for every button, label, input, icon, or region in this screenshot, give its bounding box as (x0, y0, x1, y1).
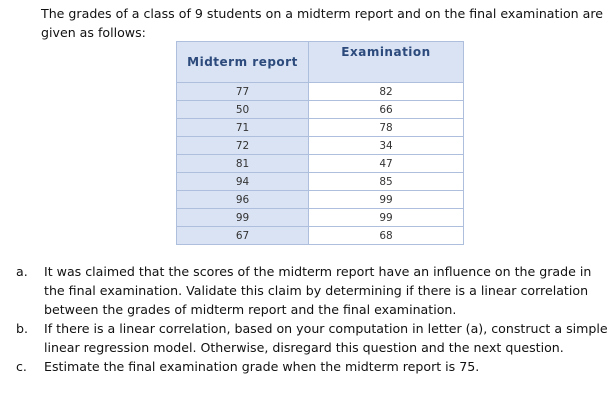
table-row (177, 191, 464, 209)
midterm-cell: 72 (177, 137, 309, 155)
header-midterm: Midterm report (177, 42, 309, 83)
question-marker: c. (16, 359, 27, 374)
midterm-cell: 96 (177, 191, 309, 209)
table-row (177, 155, 464, 173)
question-marker: a. (16, 264, 28, 279)
exam-cell: 99 (309, 191, 464, 209)
table-row (177, 227, 464, 245)
table-row (177, 209, 464, 227)
exam-cell: 78 (309, 119, 464, 137)
table-row (177, 83, 464, 101)
exam-cell: 82 (309, 83, 464, 101)
header-examination: Examination (309, 42, 464, 83)
question-a (14, 262, 610, 319)
question-b (14, 319, 610, 357)
midterm-cell: 71 (177, 119, 309, 137)
question-text: Estimate the final examination grade when the midterm report is 75. (44, 359, 480, 374)
exam-cell: 99 (309, 209, 464, 227)
question-text: If there is a linear correlation, based on your computation in letter (a), construct a simple linear regression model. Otherwise, disregard this question and the next question. (44, 321, 608, 355)
table-row (177, 173, 464, 191)
table-row (177, 137, 464, 155)
exam-cell: 85 (309, 173, 464, 191)
grades-table (176, 41, 464, 245)
exam-cell: 66 (309, 101, 464, 119)
question-list (14, 262, 610, 376)
table-row (177, 119, 464, 137)
exam-cell: 47 (309, 155, 464, 173)
midterm-cell: 81 (177, 155, 309, 173)
midterm-cell: 77 (177, 83, 309, 101)
question-marker: b. (16, 321, 28, 336)
table-row (177, 101, 464, 119)
midterm-cell: 50 (177, 101, 309, 119)
question-text: It was claimed that the scores of the midterm report have an influence on the grade in the final examination. Validate this claim by determining if there is a linear correlation between the grades of midterm report and the final examination. (44, 264, 592, 317)
exam-cell: 34 (309, 137, 464, 155)
midterm-cell: 94 (177, 173, 309, 191)
exam-cell: 68 (309, 227, 464, 245)
problem-intro: The grades of a class of 9 students on a midterm report and on the final examination are given as follows: (41, 6, 604, 40)
midterm-cell: 67 (177, 227, 309, 245)
question-c (14, 357, 610, 376)
midterm-cell: 99 (177, 209, 309, 227)
